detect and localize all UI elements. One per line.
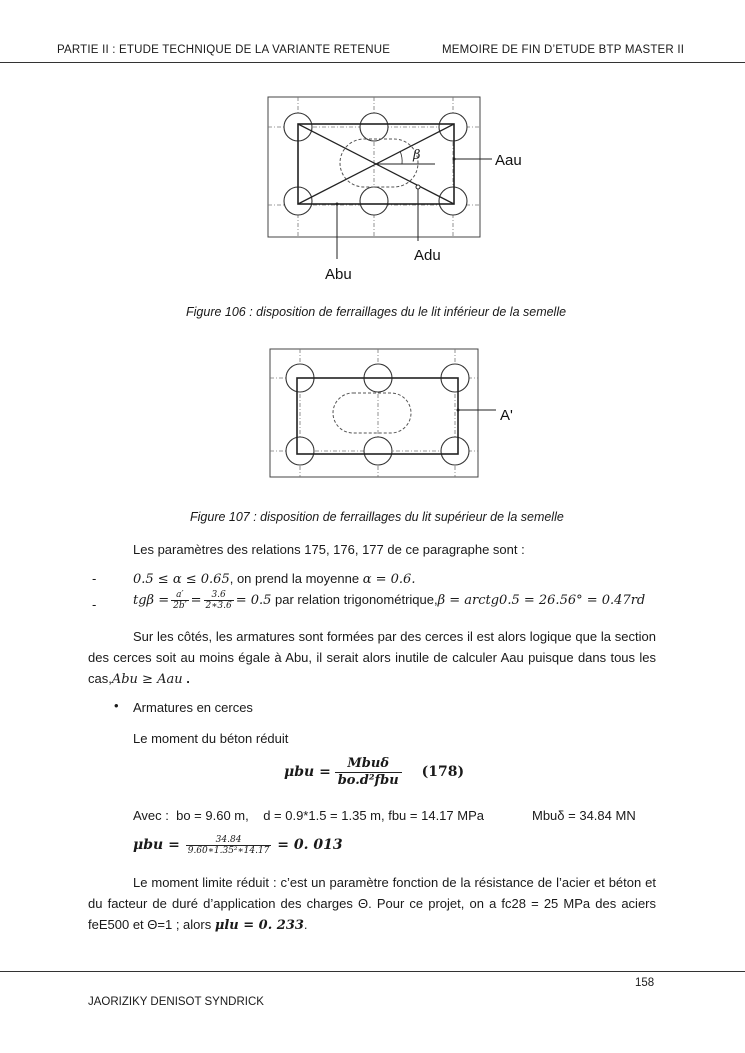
mbu-value: Mbuδ = 34.84 MN bbox=[532, 808, 636, 823]
mu-bu-calc-lhs: μbu = bbox=[133, 837, 180, 853]
footer-author: JAORIZIKY DENISOT SYNDRICK bbox=[88, 996, 264, 1008]
footer-rule bbox=[0, 971, 745, 972]
equation-178-ref: (178) bbox=[421, 764, 465, 781]
header-right: MEMOIRE DE FIN D’ETUDE BTP MASTER II bbox=[442, 44, 685, 56]
page-number: 158 bbox=[635, 977, 655, 989]
equation-178 bbox=[284, 756, 464, 789]
alpha-inequality: 0.5 ≤ α ≤ 0.65 bbox=[133, 572, 230, 587]
equation-178-numerator: Mbuδ bbox=[335, 756, 402, 773]
paragraph-limit-text: Le moment limite réduit : c’est un paramètre fonction de la résistance de l’acier et béton et du facteur de duré d’application des charges Θ. Pour ce projet, on a fc28 = 25 MPa des aciers feE500 et Θ=1 ; alors bbox=[88, 875, 656, 932]
adu-label: Adu bbox=[414, 247, 441, 264]
tg-beta-lhs: tgβ = bbox=[133, 593, 170, 608]
bullet-text: Armatures en cerces bbox=[133, 700, 253, 715]
mu-bu-calc-result: = 0. 013 bbox=[277, 837, 343, 853]
mu-bu-calc bbox=[133, 834, 343, 856]
fraction-a-over-2b bbox=[171, 590, 189, 611]
tg-beta-result: = 0.5 bbox=[235, 593, 272, 608]
equation-178-denominator: bo.d²fbu bbox=[337, 773, 399, 788]
paragraph-sides-text: Sur les côtés, les armatures sont formées par des cerces il est alors logique que la section des cerces soit au moins égale à Abu, il serait alors inutile de calculer Aau puisque dans tous les cas, bbox=[88, 629, 656, 686]
fraction-3-6 bbox=[204, 590, 234, 611]
avec-line: Avec : bo = 9.60 m, d = 0.9*1.5 = 1.35 m, fbu = 14.17 MPa bbox=[133, 808, 484, 823]
mu-bu-calc-numerator: 34.84 bbox=[186, 835, 272, 846]
figure-107-caption: Figure 107 : disposition de ferraillages du lit supérieur de la semelle bbox=[190, 510, 564, 524]
fraction-denominator: 2∗3.6 bbox=[205, 601, 232, 612]
header-rule bbox=[0, 62, 745, 63]
alpha-value: α = 0.6. bbox=[362, 572, 416, 587]
item2-line: tgβ = $\frac{a'}{2b'}$ = $\frac{3.6}{2∗3.6}$ = 0.5 par relation trigonométrique,β = arctg0.5 = 26.56° = 0.47rd bbox=[133, 590, 646, 612]
item2-dash: - bbox=[92, 597, 97, 612]
aprime-label: A' bbox=[500, 407, 513, 424]
bullet-icon: • bbox=[114, 698, 119, 713]
paragraph-sides-end: . bbox=[182, 671, 190, 686]
moment-intro: Le moment du béton réduit bbox=[133, 731, 289, 746]
item1-dash: - bbox=[92, 571, 97, 586]
figure-107-drawing bbox=[265, 345, 535, 485]
mu-bu-calc-denominator: 9.60∗1.35²∗14.17 bbox=[187, 845, 270, 856]
paragraph-limit-end: . bbox=[303, 917, 308, 932]
beta-value: β = arctg0.5 = 26.56° = 0.47rd bbox=[437, 593, 646, 608]
equation-178-fraction bbox=[335, 756, 402, 789]
paragraph-sides bbox=[88, 626, 656, 690]
aau-label: Aau bbox=[495, 152, 522, 169]
abu-inequality: Abu ≥ Aau bbox=[111, 672, 183, 687]
item1-text: , on prend la moyenne bbox=[229, 571, 363, 586]
figure-106-caption: Figure 106 : disposition de ferraillages du le lit inférieur de la semelle bbox=[186, 305, 567, 319]
abu-label: Abu bbox=[325, 266, 352, 283]
paragraph-limit-moment bbox=[88, 872, 656, 936]
header-left: PARTIE II : ETUDE TECHNIQUE DE LA VARIANTE RETENUE bbox=[57, 44, 391, 56]
item1-line bbox=[133, 568, 415, 590]
item2-text: par relation trigonométrique, bbox=[271, 592, 438, 607]
fraction-numerator: 3.6 bbox=[204, 590, 234, 601]
mu-lu-value: μlu = 0. 233 bbox=[214, 918, 304, 933]
beta-label: β bbox=[413, 148, 421, 163]
figure-106-drawing bbox=[260, 93, 540, 288]
mu-bu-calc-fraction bbox=[186, 835, 272, 856]
fraction-numerator: a′ bbox=[171, 590, 189, 601]
fraction-denominator: 2b′ bbox=[173, 601, 187, 612]
intro-text: Les paramètres des relations 175, 176, 177 de ce paragraphe sont : bbox=[133, 542, 525, 557]
mu-bu-lhs: μbu = bbox=[284, 764, 331, 781]
